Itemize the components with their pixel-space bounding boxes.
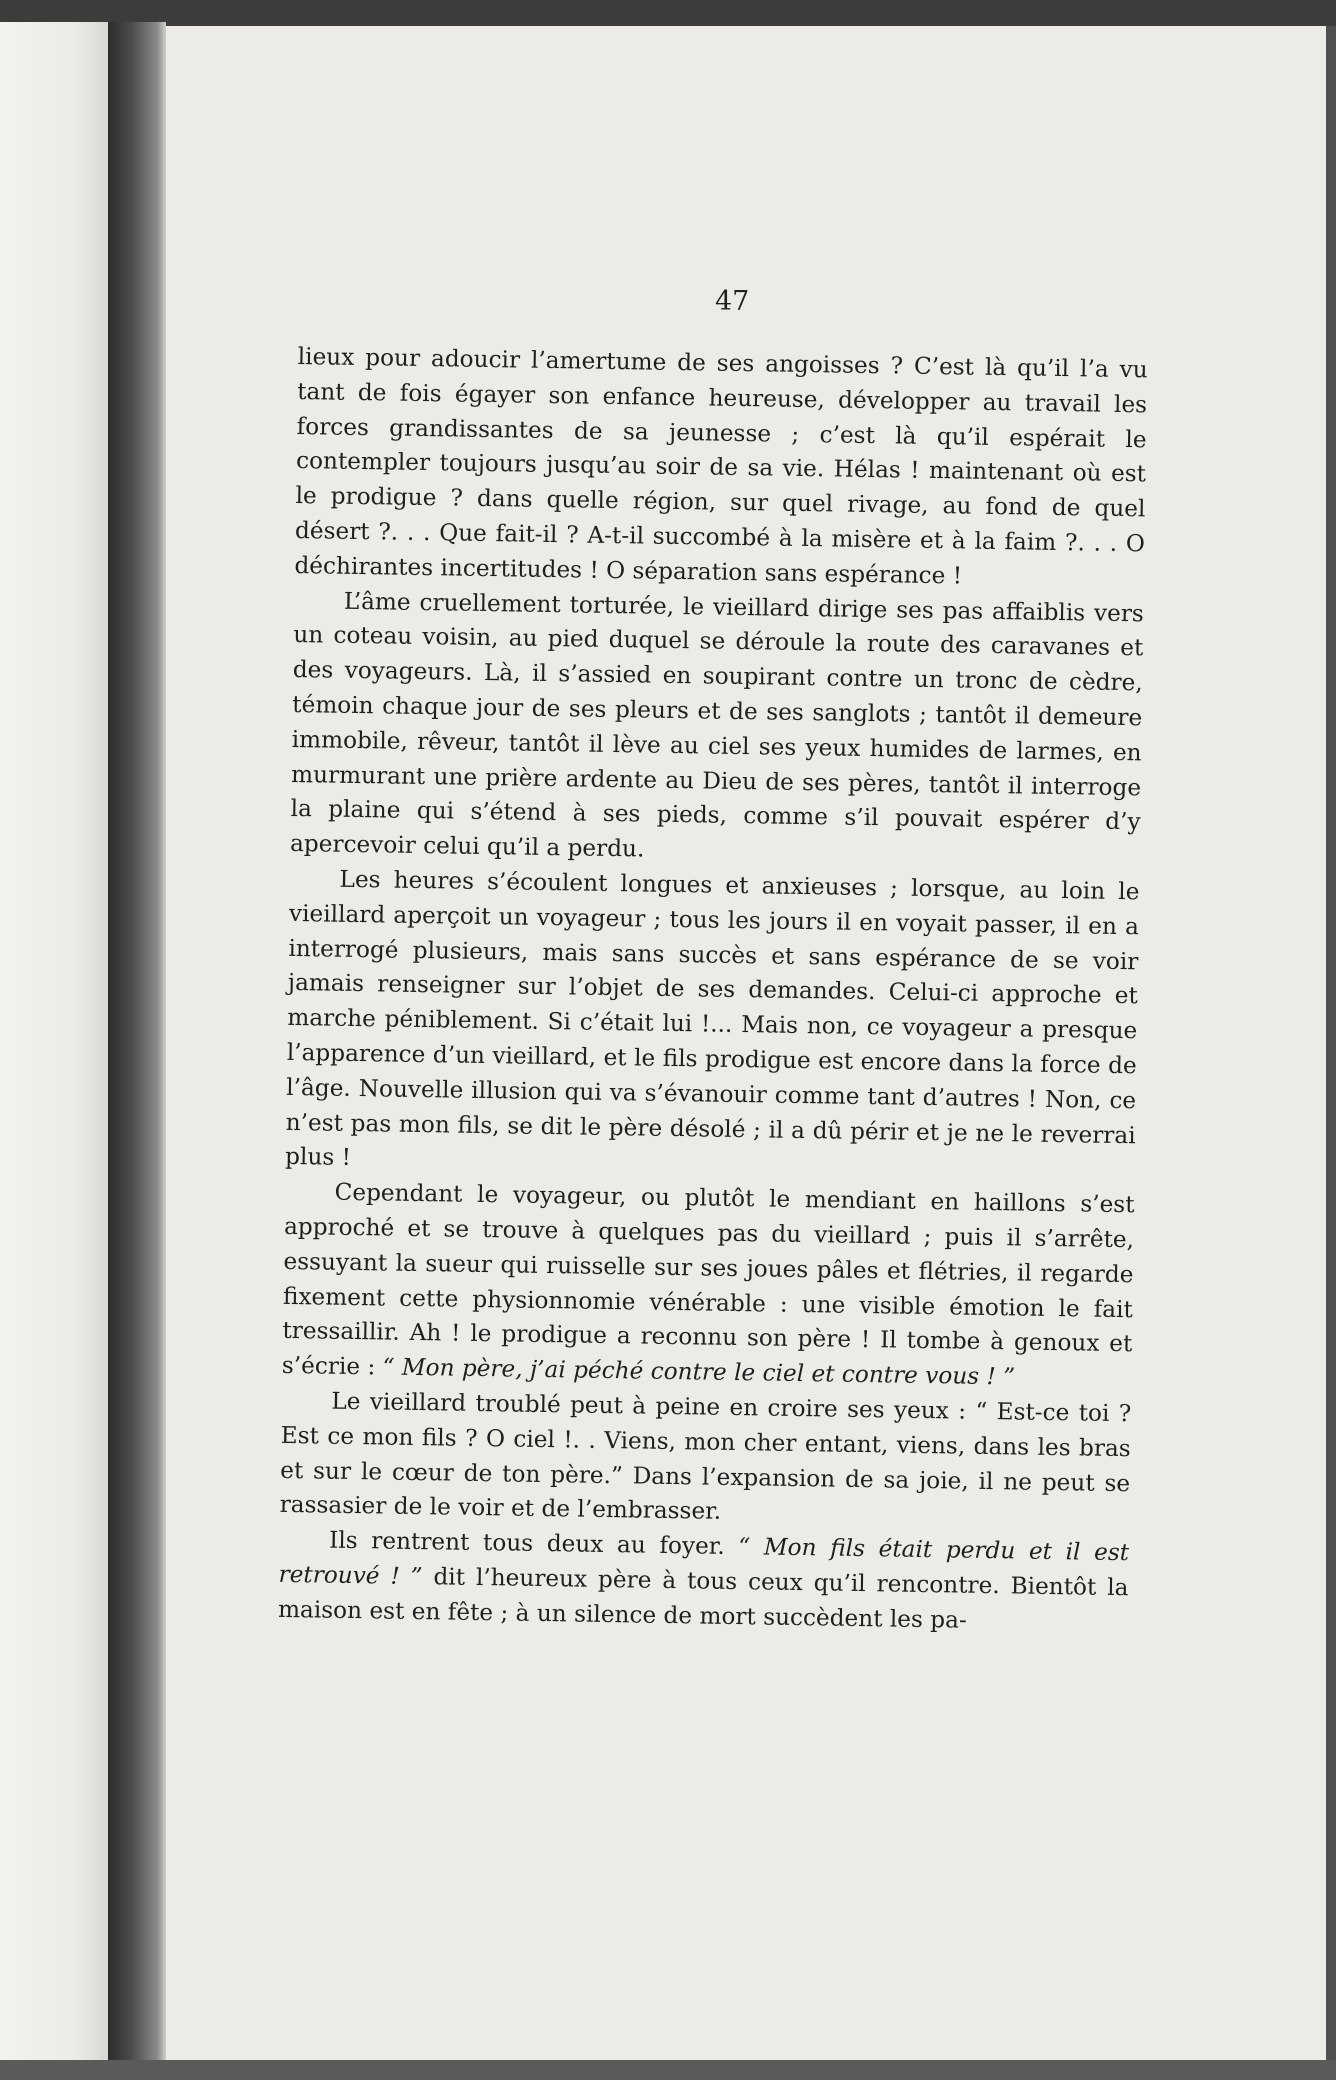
- page-number: 47: [715, 286, 750, 317]
- paragraph-6: [278, 1523, 1130, 1641]
- left-page-edge: [0, 22, 108, 2080]
- paragraph-4: [282, 1175, 1135, 1397]
- scanner-bottom-border: [0, 2060, 1336, 2080]
- paragraph-4-quote: “ Mon père, j’ai péché contre le ciel et contre vous ! ”: [382, 1353, 1016, 1391]
- paragraph-1: lieux pour adoucir l’amertume de ses angoisses ? C’est là qu’il l’a vu tant de fois égayer son enfance heureuse, développer au travail les forces grandissantes de sa jeunesse ; c’est là qu’il espérait le contempler toujours jusqu’au soir de sa vie. Hélas ! maintenant où est le prodigue ? dans quelle région, sur quel rivage, au fond de quel désert ?. . . Que fait-il ? A-t-il succombé à la misère et à la faim ?. . . O déchirantes incertitudes ! O séparation sans espérance !: [294, 342, 1148, 590]
- body-text: [278, 340, 1148, 1641]
- paragraph-2: L’âme cruellement torturée, le vieillard dirige ses pas affaiblis vers un coteau voisin, au pied duquel se déroule la route des caravanes et des voyageurs. Là, il s’assied en soupirant contre un tronc de cèdre, témoin chaque jour de ses pleurs et de ses sanglots ; tantôt il demeure immobile, rêveur, tantôt il lève au ciel ses yeux humides de larmes, en murmurant une prière ardente au Dieu de ses pères, tantôt il interroge la plaine qui s’étend à ses pieds, comme s’il pouvait espérer d’y apercevoir celui qu’il a perdu.: [289, 587, 1145, 863]
- paragraph-4-text: Cependant le voyageur, ou plutôt le mendiant en haillons s’est approché et se trouve à quelques pas du vieillard ; puis il s’arrête, essuyant la sueur qui ruisselle sur ses joues pâles et flétries, il regarde fixement cette physionnomie vénérable : une visible émotion le fait tressaillir. Ah ! le prodigue a reconnu son père ! Il tombe à genoux et s’écrie :: [281, 1178, 1135, 1381]
- scanner-top-border: [0, 0, 1336, 26]
- paragraph-3: Les heures s’écoulent longues et anxieuses ; lorsque, au loin le vieillard aperçoit un voyageur ; tous les jours il en voyait passer, il en a interrogé plusieurs, mais sans succès et sans espérance de se voir jamais renseigner sur l’objet de ses demandes. Celui-ci approche et marche péniblement. Si c’était lui !... Mais non, ce voyageur a presque l’apparence d’un vieillard, et le fils prodigue est encore dans la force de l’âge. Nouvelle illusion qui va s’évanouir comme tant d’autres ! Non, ce n’est pas mon fils, se dit le père désolé ; il a dû périr et je ne le reverrai plus !: [284, 865, 1140, 1172]
- paragraph-5: Le vieillard troublé peut à peine en croire ses yeux : “ Est-ce toi ? Est ce mon fils ? O ciel !. . Viens, mon cher entant, viens, dans les bras et sur le cœur de ton père.” Dans l’expansion de sa joie, il ne peut se rassasier de le voir et de l’embrasser.: [279, 1387, 1132, 1526]
- paragraph-6-quote: “ Mon fils était perdu et il est retrouvé ! ”: [278, 1533, 1130, 1590]
- paragraph-6-tail: dit l’heureux père à tous ceux qu’il rencontre. Bientôt la maison est en fête ; à un silence de mort succèdent les pa-: [277, 1563, 1129, 1634]
- book-gutter-shadow: [108, 22, 166, 2080]
- paragraph-6-lead: Ils rentrent tous deux au foyer.: [328, 1526, 725, 1560]
